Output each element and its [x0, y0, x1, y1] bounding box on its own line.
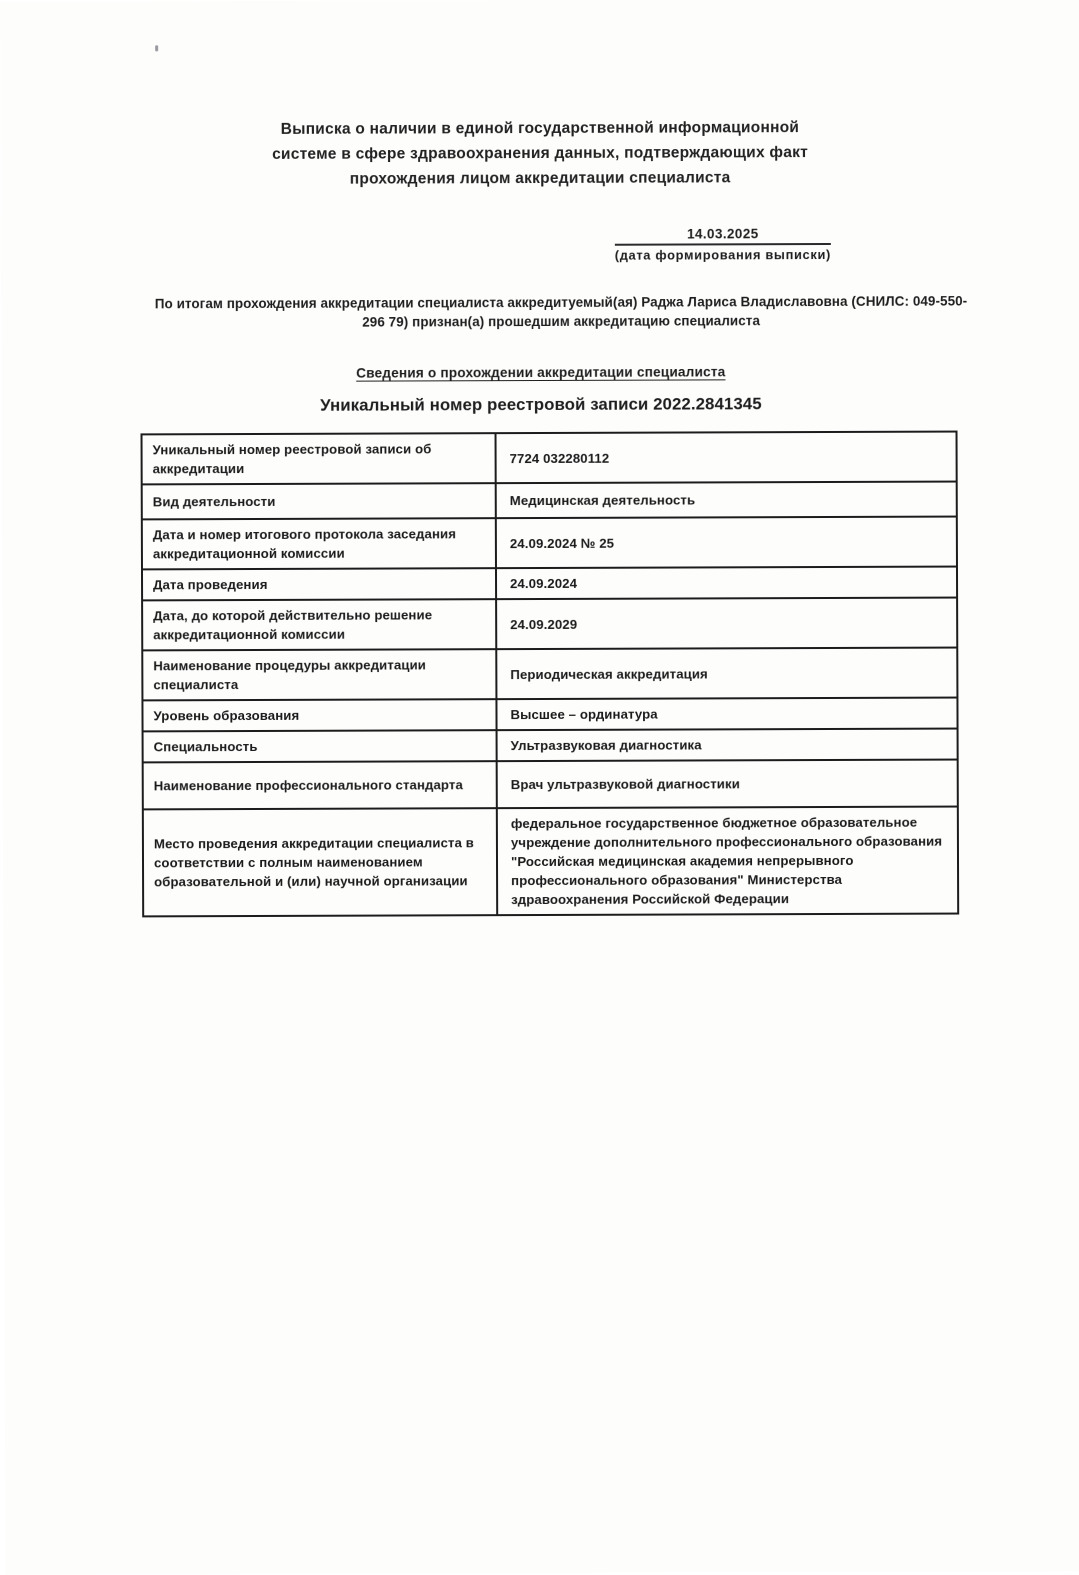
row-label: Уровень образования [142, 699, 496, 731]
table-row [142, 432, 957, 485]
table-row [142, 648, 957, 701]
row-label: Наименование профессионального стандарта [143, 761, 497, 809]
table-row [142, 598, 957, 651]
document-title [0, 0, 1079, 193]
row-value: Медицинская деятельность [496, 482, 957, 519]
table-row [142, 698, 957, 732]
table-row [143, 760, 958, 810]
row-label: Наименование процедуры аккредитации специалиста [142, 649, 496, 700]
document-title-line: системе в сфере здравоохранения данных, подтверждающих факт [272, 144, 808, 163]
registry-number-heading: Уникальный номер реестровой записи 2022.2841345 [320, 394, 762, 415]
row-label: Дата, до которой действительно решение аккредитационной комиссии [142, 599, 496, 650]
row-value: Врач ультразвуковой диагностики [497, 760, 958, 809]
row-label: Вид деятельности [142, 483, 496, 519]
table-row [142, 482, 957, 520]
row-value: 24.09.2024 № 25 [496, 517, 957, 569]
formation-date-block [598, 226, 848, 263]
row-label: Специальность [143, 730, 497, 762]
row-value: Ультразвуковая диагностика [497, 729, 958, 762]
document-title-line: Выписка о наличии в единой государственной информационной [280, 119, 800, 138]
row-value: 24.09.2029 [496, 598, 957, 650]
table-row [143, 807, 958, 917]
scan-artifact [155, 45, 158, 51]
row-value: федеральное государственное бюджетное образовательное учреждение дополнительного профессионального образования "Российская медицинская академия непрерывного профессионального образования" Министерства здравоохранения Российской Федерации [497, 807, 958, 916]
row-value: Периодическая аккредитация [496, 648, 957, 700]
row-value: 24.09.2024 [496, 567, 957, 600]
row-label: Место проведения аккредитации специалиста в соответствии с полным наименованием образовательной и (или) научной организации [143, 808, 497, 916]
section-heading: Сведения о прохождении аккредитации специалиста [356, 364, 726, 381]
row-label: Дата проведения [142, 568, 496, 600]
accreditation-table [141, 431, 960, 918]
date-caption: (дата формирования выписки) [614, 246, 832, 263]
formation-date: 14.03.2025 [686, 226, 759, 242]
row-value: Высшее – ординатура [496, 698, 957, 731]
intro-paragraph: По итогам прохождения аккредитации специалиста аккредитуемый(ая) Раджа Лариса Владиславовна (СНИЛС: 049-550-296 79) признан(а) прошедшим аккредитацию специалиста [154, 293, 968, 330]
table-row [143, 729, 958, 763]
row-label: Уникальный номер реестровой записи об аккредитации [142, 433, 496, 484]
document-title-line: прохождения лицом аккредитации специалиста [349, 169, 731, 188]
table-row [142, 567, 957, 601]
table-row [142, 517, 957, 570]
row-value: 7724 032280112 [496, 432, 957, 484]
row-label: Дата и номер итогового протокола заседания аккредитационной комиссии [142, 518, 496, 569]
